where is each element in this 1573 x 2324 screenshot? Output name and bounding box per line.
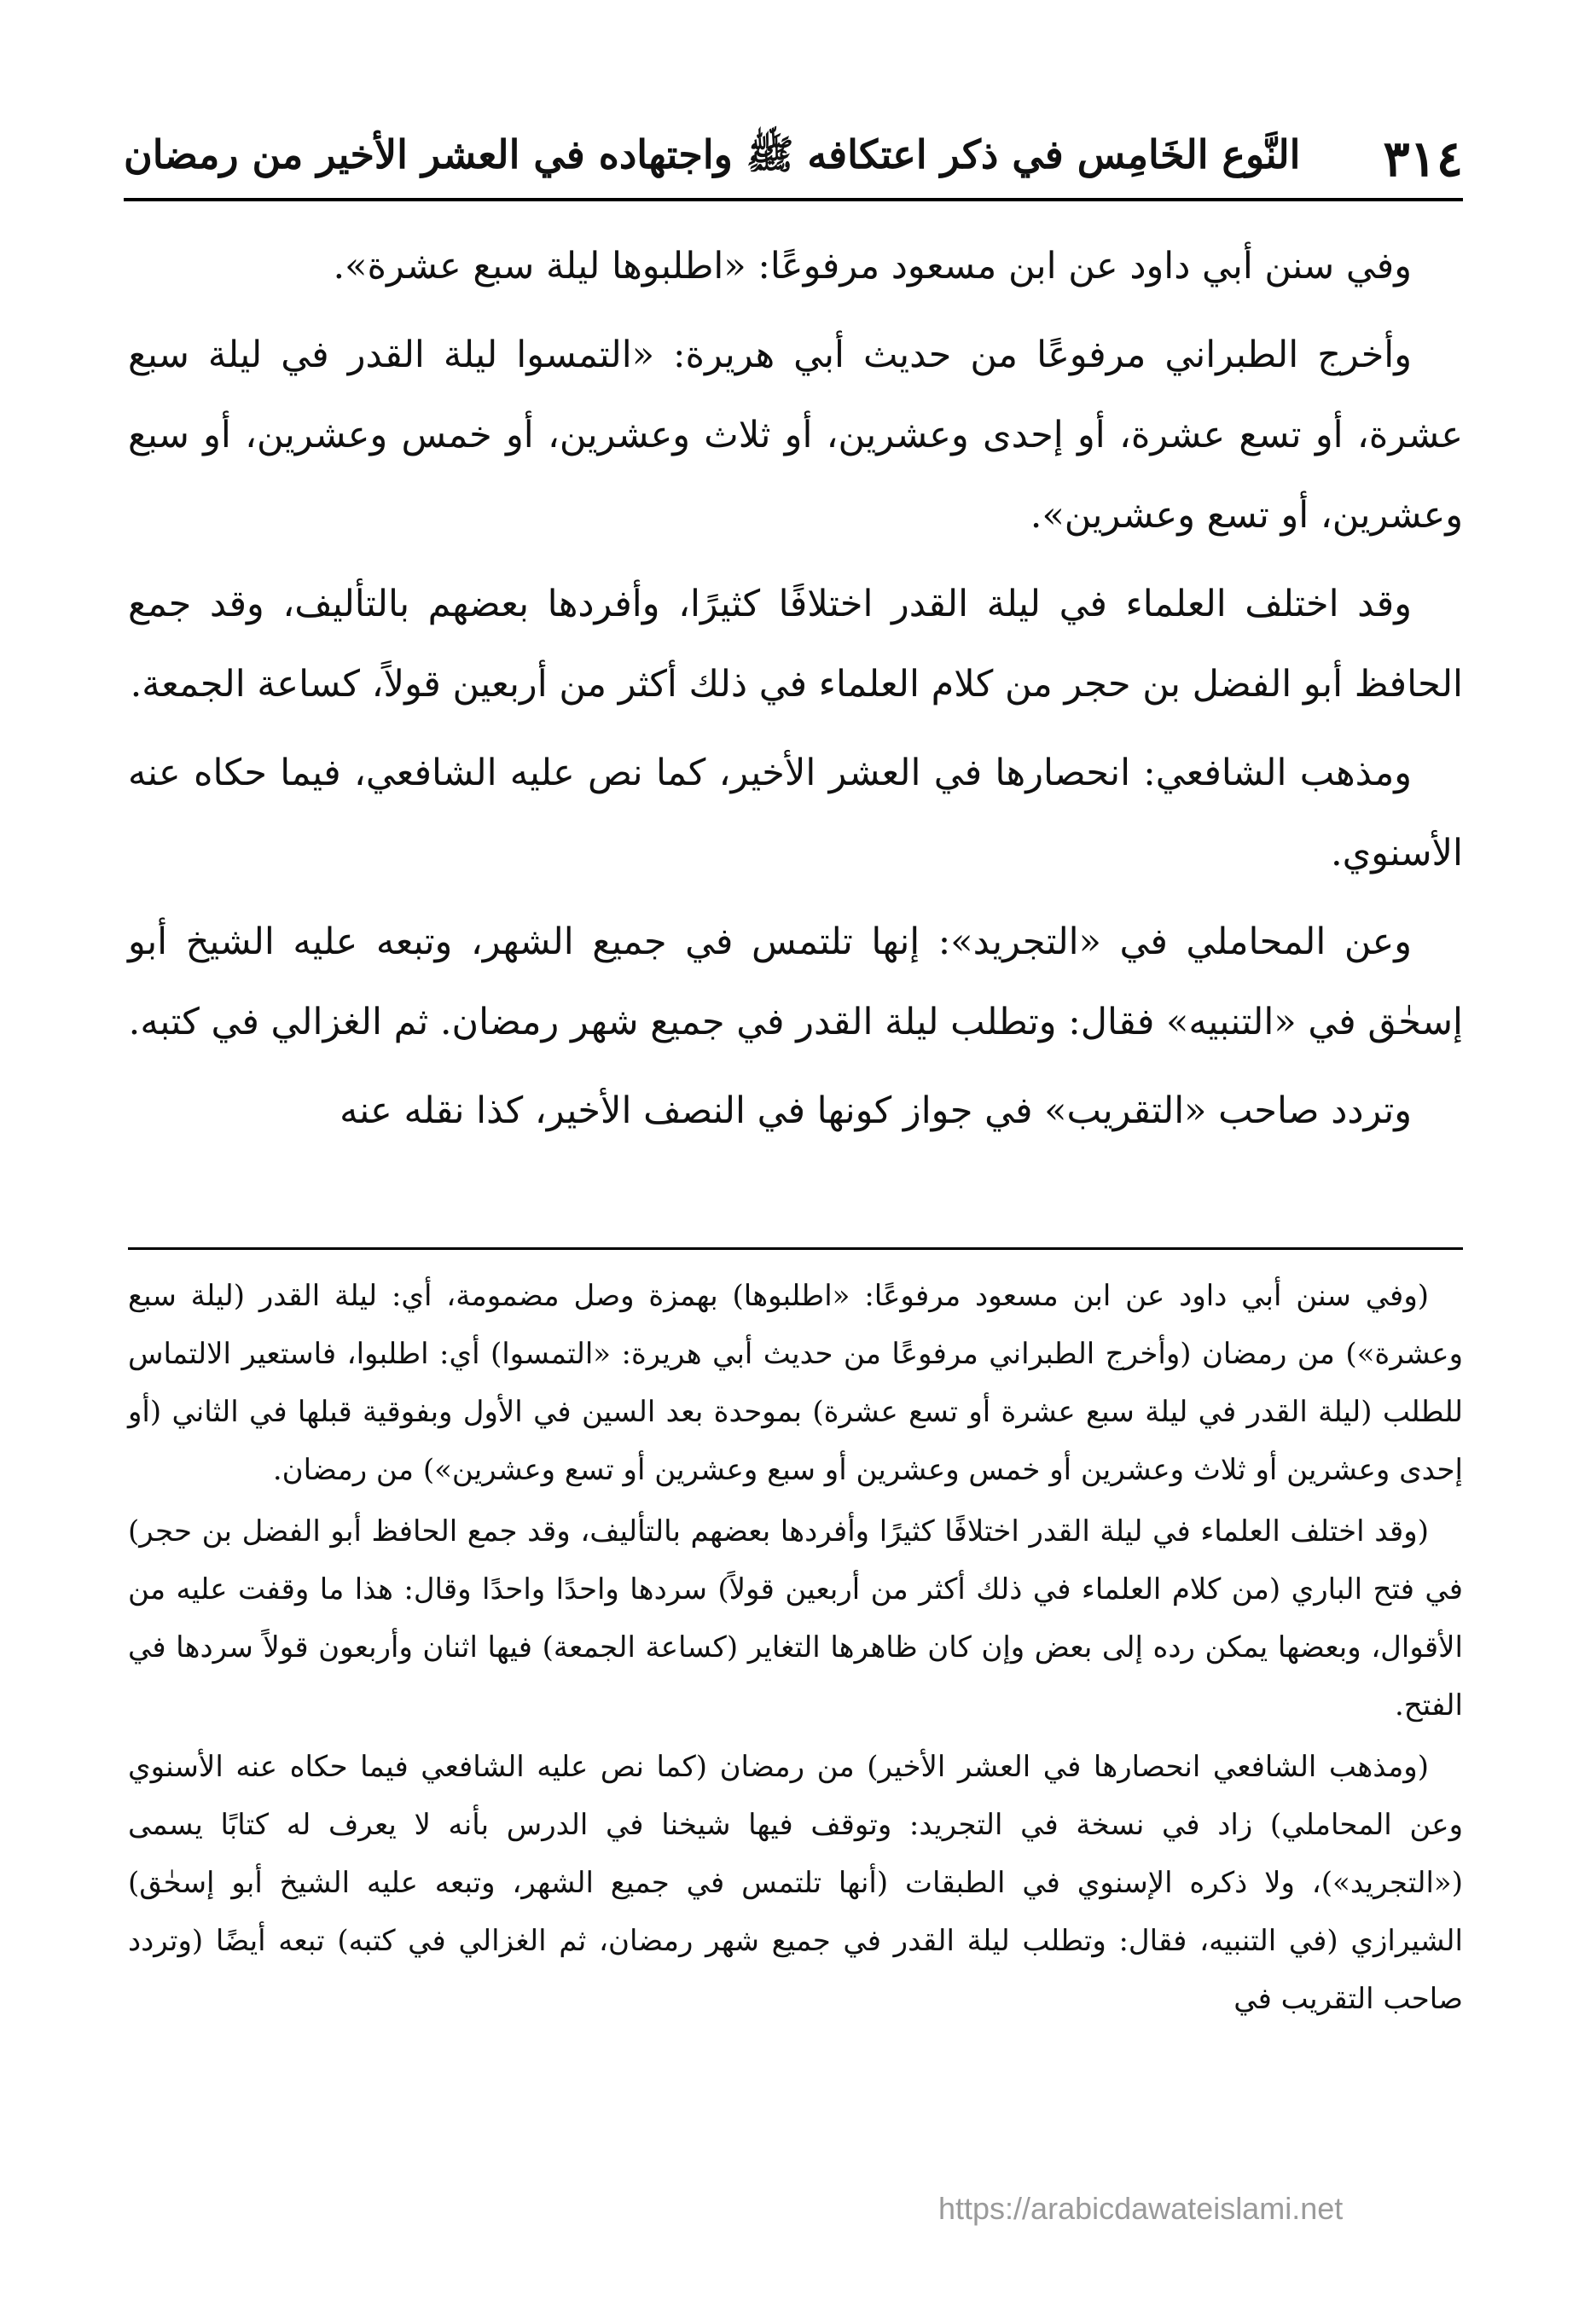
main-paragraph: وأخرج الطبراني مرفوعًا من حديث أبي هريرة: «التمسوا ليلة القدر في ليلة سبع عشرة، أو تسع عشرة، أو إحدى وعشرين، أو ثلاث وعشرين، أو خمس وعشرين، أو سبع وعشرين، أو تسع وعشرين». (128, 334, 1463, 537)
page-number: ٣١٤ (1383, 130, 1463, 188)
watermark-url: https://arabicdawateislami.net (938, 2191, 1344, 2226)
main-paragraph: ومذهب الشافعي: انحصارها في العشر الأخير، كما نص عليه الشافعي، فيما حكاه عنه الأسنوي. (128, 752, 1463, 874)
main-paragraph: وتردد صاحب «التقريب» في جواز كونها في النصف الأخير، كذا نقله عنه (340, 1089, 1412, 1132)
main-paragraph: وفي سنن أبي داود عن ابن مسعود مرفوعًا: «اطلبوها ليلة سبع عشرة». (333, 245, 1412, 288)
commentary-text (128, 1267, 1463, 2031)
section-divider (128, 1247, 1463, 1250)
commentary-paragraph: (ومذهب الشافعي انحصارها في العشر الأخير) من رمضان (كما نص عليه الشافعي فيما حكاه عنه الأسنوي وعن المحاملي) زاد في نسخة في التجريد: وتوقف فيها شيخنا في الدرس بأنه لا يعرف له كتابًا يسمى («التجريد»)، ولا ذكره الإسنوي في الطبقات (أنها تلتمس في جميع الشهر، وتبعه عليه الشيخ أبو إسحٰق) الشيرازي (في التنبيه، فقال: وتطلب ليلة القدر في جميع شهر رمضان، ثم الغزالي في كتبه) تبعه أيضًا (وتردد صاحب التقريب في (128, 1750, 1463, 2016)
main-paragraph: وقد اختلف العلماء في ليلة القدر اختلافًا كثيرًا، وأفردها بعضهم بالتأليف، وقد جمع الحافظ أبو الفضل بن حجر من كلام العلماء في ذلك أكثر من أربعين قولاً، كساعة الجمعة. (128, 583, 1463, 706)
commentary-paragraph: (وفي سنن أبي داود عن ابن مسعود مرفوعًا: «اطلبوها) بهمزة وصل مضمومة، أي: ليلة القدر (ليلة سبع وعشرة») من رمضان (وأخرج الطبراني مرفوعًا من حديث أبي هريرة: «التمسوا) أي: اطلبوا، فاستعير الالتماس للطلب (ليلة القدر في ليلة سبع عشرة أو تسع عشرة) بموحدة بعد السين في الأول وبفوقية قبلها في الثاني (أو إحدى وعشرين أو ثلاث وعشرين أو خمس وعشرين أو سبع وعشرين أو تسع وعشرين») من رمضان. (128, 1279, 1463, 1487)
chapter-title: النَّوع الخَامِس في ذكر اعتكافه ﷺ واجتهاده في العشر الأخير من رمضان (124, 131, 1301, 177)
main-paragraph: وعن المحاملي في «التجريد»: إنها تلتمس في جميع الشهر، وتبعه عليه الشيخ أبو إسحٰق في «التنبيه» فقال: وتطلب ليلة القدر في جميع شهر رمضان. ثم الغزالي في كتبه. (128, 921, 1463, 1043)
page-header (124, 111, 1463, 201)
commentary-paragraph: (وقد اختلف العلماء في ليلة القدر اختلافًا كثيرًا وأفردها بعضهم بالتأليف، وقد جمع الحافظ أبو الفضل بن حجر) في فتح الباري (من كلام العلماء في ذلك أكثر من أربعين قولاً) سردها واحدًا واحدًا وقال: هذا ما وقفت عليه من الأقوال، وبعضها يمكن رده إلى بعض وإن كان ظاهرها التغاير (كساعة الجمعة) فيها اثنان وأربعون قولاً سردها في الفتح. (128, 1514, 1463, 1723)
main-text (128, 226, 1463, 1159)
